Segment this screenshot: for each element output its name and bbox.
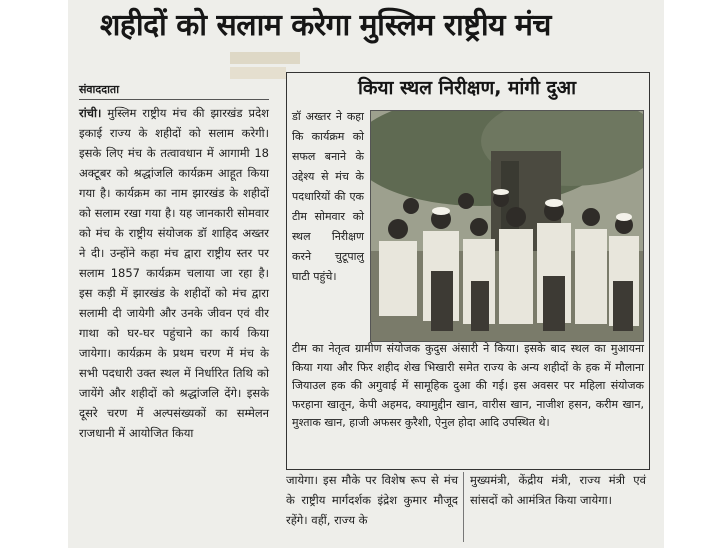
article-column-1: [79, 103, 269, 443]
article-bottom-middle: [286, 470, 458, 530]
article-column-2: [292, 107, 364, 287]
dateline: रांची।: [79, 106, 102, 120]
subheadline: किया स्थल निरीक्षण, मांगी दुआ: [357, 77, 577, 99]
column-1-text: मुस्लिम राष्ट्रीय मंच की झारखंड प्रदेश इकाई राज्य के शहीदों को सलाम करेगी। इसके लिए मंच के तत्वावधान में आगामी 18 अक्टूबर को श्रद्धांजलि कार्यक्रम आहूत किया गया है। कार्यक्रम का नाम झारखंड के शहीदों को सलाम रखा गया है। यह जानकारी सोमवार को मंच के राष्ट्रीय संयोजक डॉ शाहिद अख्तर ने दी। उन्होंने कहा मंच द्वारा राष्ट्रीय स्तर पर सलाम 1857 कार्यक्रम चलाया जा रहा है। इस कड़ी में झारखंड के शहीदों को मंच द्वारा सलामी दी जायेगी और उनके जीवन एवं वीर गाथा को घर-घर पहुंचाने का कार्य किया जायेगा। कार्यक्रम के प्रथम चरण में मंच के सभी पदधारी उक्त स्थल में निर्धारित तिथि को जायेंगे और शहीदों को श्रद्धांजलि देंगे। इसके दूसरे चरण में अल्पसंख्यकों का सम्मेलन राजधानी में आयोजित किया: [79, 106, 269, 440]
byline: संवाददाता: [79, 83, 120, 96]
column-2-text: डॉ अख्तर ने कहा कि कार्यक्रम को सफल बनाने के उद्देश्य से मंच के पदधारियों की एक टीम सोमवार को स्थल निरीक्षण करने चुटूपालु घाटी पहुंचे।: [292, 110, 364, 283]
photo-caption-text: [292, 340, 644, 433]
caption-paragraph: टीम का नेतृत्व ग्रामीण संयोजक कुदुस अंसारी ने किया। इसके बाद स्थल का मुआयना किया गया और फिर शहीद शेख भिखारी समेत राज्य के अन्य शहीदों के हक में मौलाना जियाउल हक की अगुवाई में सामूहिक दुआ की गई। इस अवसर पर महिला संयोजक फरहाना खातून, केपी अहमद, क्यामुद्दीन खान, वारीस खान, नाजीश हसन, करीम खान, मुश्ताक खान, हाजी अफसर कुरैशी, ऐनुल होदा आदि उपस्थित थे।: [292, 342, 644, 430]
headline: शहीदों को सलाम करेगा मुस्लिम राष्ट्रीय मंच: [100, 8, 551, 43]
column-separator: [463, 472, 464, 542]
news-photo-people-praying: [370, 110, 644, 342]
byline-rule: [79, 99, 269, 100]
article-bottom-right: [470, 470, 646, 510]
bottom-right-text: मुख्यमंत्री, केंद्रीय मंत्री, राज्य मंत्री एवं सांसदों को आमंत्रित किया जायेगा।: [470, 473, 646, 507]
bottom-middle-text: जायेगा। इस मौके पर विशेष रूप से मंच के राष्ट्रीय मार्गदर्शक इंद्रेश कुमार मौजूद रहेंगे। वहीं, राज्य के: [286, 473, 458, 527]
photo-illustration: [371, 111, 643, 341]
